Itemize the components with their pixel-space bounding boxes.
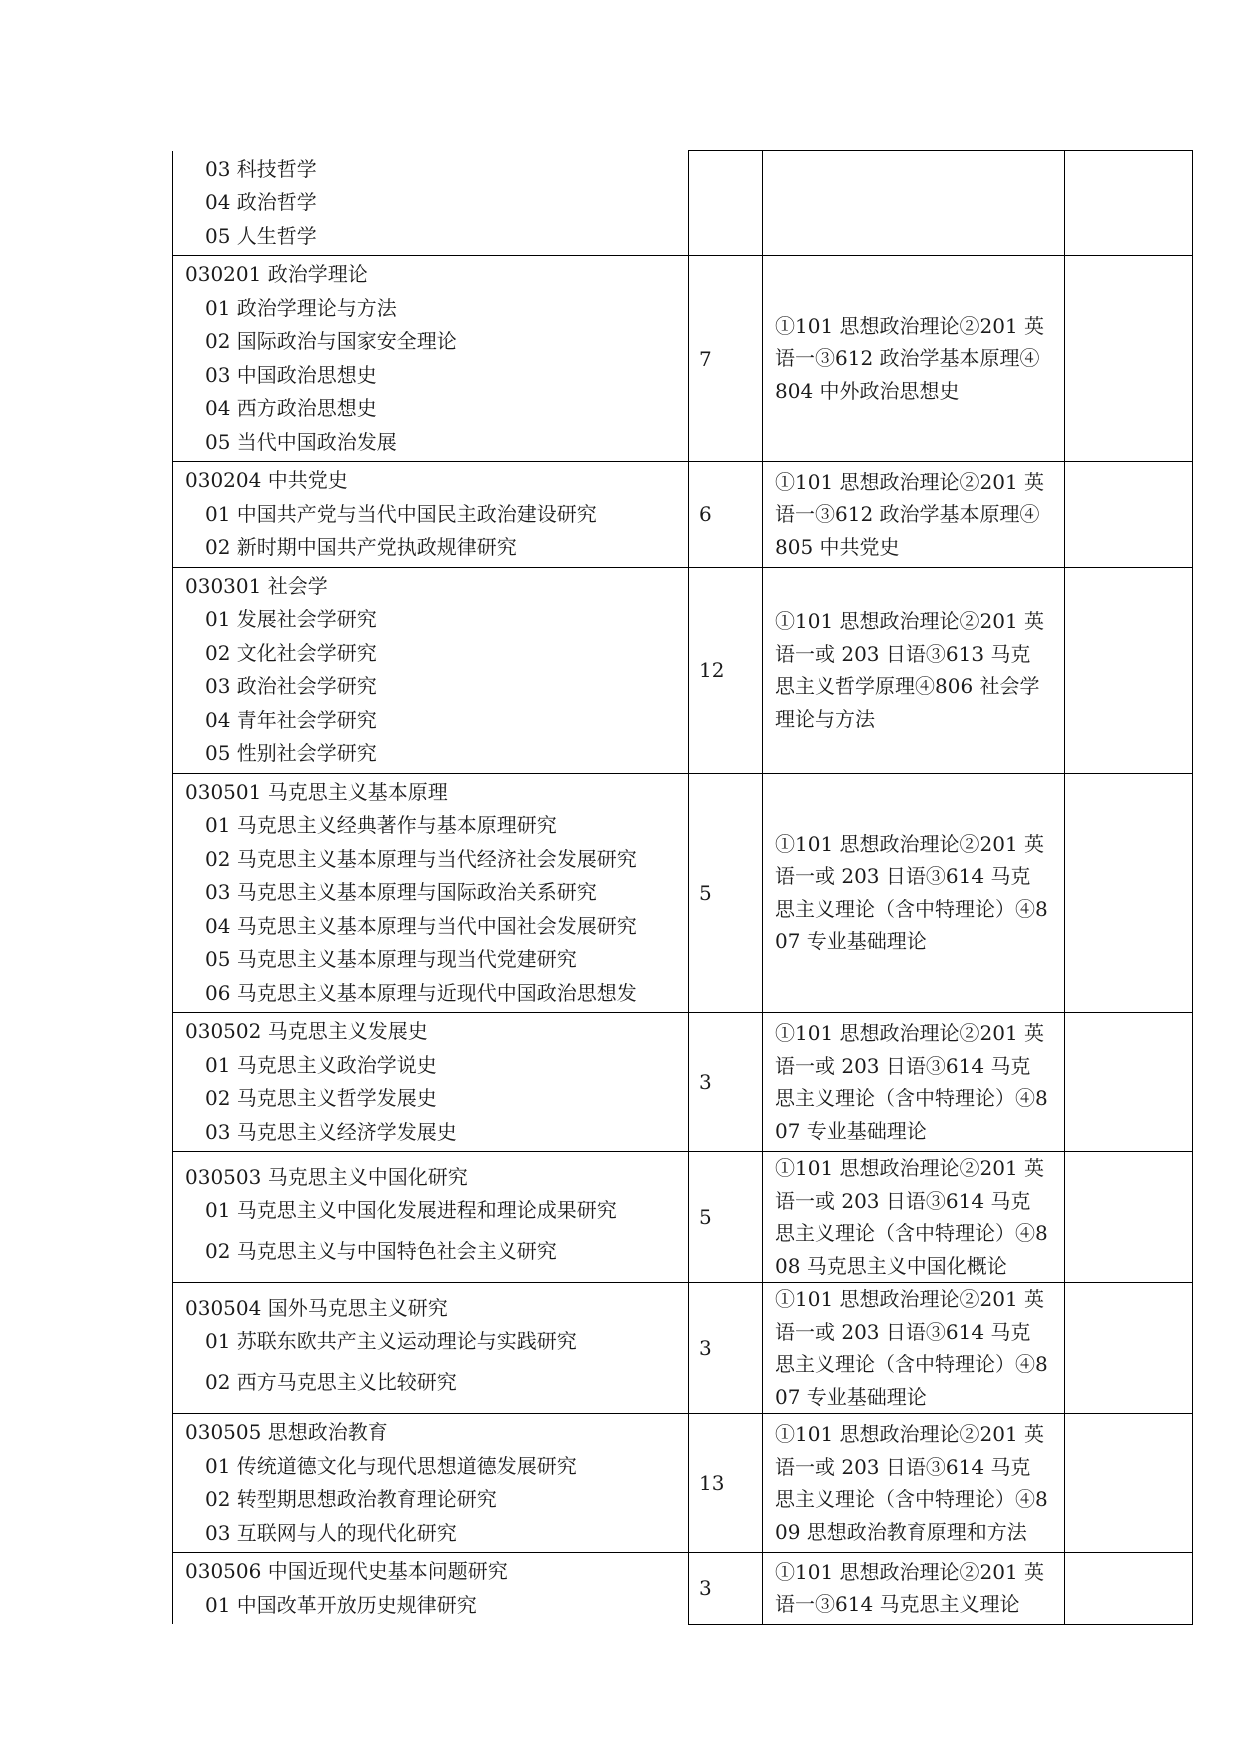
quota-cell: 3 <box>689 1013 763 1152</box>
major-cell <box>173 1283 689 1414</box>
major-title: 030506 中国近现代史基本问题研究 <box>185 1559 508 1583</box>
research-direction: 02 马克思主义哲学发展史 <box>205 1086 437 1110</box>
exam-subjects-text: ①101 思想政治理论②201 英语一或 203 日语③613 马克思主义哲学原理④806 社会学理论与方法 <box>775 609 1045 731</box>
remarks-cell <box>1065 1553 1193 1625</box>
research-direction: 01 马克思主义政治学说史 <box>205 1052 437 1077</box>
major-cell <box>173 1152 689 1283</box>
exam-subjects-cell <box>763 1152 1065 1283</box>
table-row <box>173 151 1193 256</box>
exam-subjects-cell <box>763 1013 1065 1152</box>
research-direction: 03 科技哲学 <box>205 156 317 181</box>
major-cell <box>173 462 689 568</box>
quota-cell: 13 <box>689 1414 763 1553</box>
major-cell <box>173 151 689 256</box>
exam-subjects-text: ①101 思想政治理论②201 英语一或 203 日语③614 马克思主义理论（含中特理论）④809 思想政治教育原理和方法 <box>775 1422 1048 1544</box>
table-row <box>173 1414 1193 1553</box>
research-direction: 03 互联网与人的现代化研究 <box>205 1520 457 1545</box>
research-direction: 04 青年社会学研究 <box>205 707 377 732</box>
remarks-cell <box>1065 462 1193 568</box>
remarks-cell <box>1065 773 1193 1013</box>
research-direction: 05 性别社会学研究 <box>205 741 377 765</box>
major-cell <box>173 1414 689 1553</box>
quota-cell: 7 <box>689 256 763 462</box>
table-row <box>173 567 1193 773</box>
research-direction: 02 马克思主义与中国特色社会主义研究 <box>205 1238 557 1263</box>
exam-subjects-text: ①101 思想政治理论②201 英语一或 203 日语③614 马克思主义理论（含中特理论）④807 专业基础理论 <box>775 1021 1048 1143</box>
exam-subjects-cell <box>763 567 1065 773</box>
research-direction: 03 中国政治思想史 <box>205 362 377 387</box>
exam-subjects-text: ①101 思想政治理论②201 英语一或 203 日语③614 马克思主义理论（含中特理论）④807 专业基础理论 <box>775 1287 1048 1409</box>
table-row <box>173 462 1193 568</box>
quota-cell: 6 <box>689 462 763 568</box>
quota-cell: 3 <box>689 1553 763 1625</box>
exam-subjects-text: ①101 思想政治理论②201 英语一或 203 日语③614 马克思主义理论（含中特理论）④808 马克思主义中国化概论 <box>775 1156 1048 1278</box>
exam-subjects-cell <box>763 1283 1065 1414</box>
major-cell <box>173 1553 689 1625</box>
research-direction: 02 马克思主义基本原理与当代经济社会发展研究 <box>205 846 637 871</box>
research-direction: 02 文化社会学研究 <box>205 640 377 665</box>
research-direction: 01 苏联东欧共产主义运动理论与实践研究 <box>205 1329 577 1353</box>
exam-subjects-cell <box>763 462 1065 568</box>
research-direction: 03 马克思主义经济学发展史 <box>205 1119 457 1144</box>
table-row <box>173 256 1193 462</box>
remarks-cell <box>1065 1283 1193 1414</box>
remarks-cell <box>1065 1152 1193 1283</box>
quota-cell: 5 <box>689 773 763 1013</box>
research-direction: 01 中国共产党与当代中国民主政治建设研究 <box>205 501 597 526</box>
exam-subjects-cell <box>763 1553 1065 1625</box>
major-cell <box>173 1013 689 1152</box>
major-title: 030505 思想政治教育 <box>185 1420 388 1444</box>
exam-subjects-cell <box>763 256 1065 462</box>
major-cell <box>173 567 689 773</box>
table-row <box>173 773 1193 1013</box>
major-title: 030204 中共党史 <box>185 468 348 492</box>
table-body <box>173 151 1193 1625</box>
remarks-cell <box>1065 151 1193 256</box>
quota-cell: 5 <box>689 1152 763 1283</box>
research-direction: 04 西方政治思想史 <box>205 396 377 420</box>
remarks-cell <box>1065 256 1193 462</box>
quota-cell: 12 <box>689 567 763 773</box>
research-direction: 02 转型期思想政治教育理论研究 <box>205 1487 497 1511</box>
exam-subjects-cell <box>763 151 1065 256</box>
exam-subjects-cell <box>763 773 1065 1013</box>
research-direction: 02 西方马克思主义比较研究 <box>205 1369 457 1394</box>
research-direction: 01 政治学理论与方法 <box>205 295 397 320</box>
major-title: 030502 马克思主义发展史 <box>185 1019 428 1043</box>
research-direction: 05 马克思主义基本原理与现当代党建研究 <box>205 947 577 971</box>
table-row <box>173 1283 1193 1414</box>
table-row <box>173 1553 1193 1625</box>
major-title: 030503 马克思主义中国化研究 <box>185 1164 468 1189</box>
remarks-cell <box>1065 1013 1193 1152</box>
research-direction: 01 马克思主义经典著作与基本原理研究 <box>205 813 557 837</box>
research-direction: 03 政治社会学研究 <box>205 674 377 698</box>
remarks-cell <box>1065 1414 1193 1553</box>
research-direction: 06 马克思主义基本原理与近现代中国政治思想发 <box>205 980 637 1005</box>
research-direction: 04 政治哲学 <box>205 190 317 214</box>
table-row <box>173 1013 1193 1152</box>
major-cell <box>173 773 689 1013</box>
research-direction: 03 马克思主义基本原理与国际政治关系研究 <box>205 880 597 904</box>
research-direction: 02 新时期中国共产党执政规律研究 <box>205 535 517 559</box>
exam-subjects-text: ①101 思想政治理论②201 英语一③612 政治学基本原理④804 中外政治思想史 <box>775 313 1045 403</box>
research-direction: 01 中国改革开放历史规律研究 <box>205 1592 477 1617</box>
research-direction: 01 发展社会学研究 <box>205 607 377 631</box>
exam-subjects-text: ①101 思想政治理论②201 英语一或 203 日语③614 马克思主义理论（含中特理论）④807 专业基础理论 <box>775 831 1048 954</box>
research-direction: 01 马克思主义中国化发展进程和理论成果研究 <box>205 1198 617 1222</box>
exam-subjects-cell <box>763 1414 1065 1553</box>
quota-cell: 3 <box>689 1283 763 1414</box>
major-title: 030501 马克思主义基本原理 <box>185 779 448 804</box>
major-title: 030504 国外马克思主义研究 <box>185 1295 448 1320</box>
research-direction: 05 人生哲学 <box>205 223 317 248</box>
major-title: 030301 社会学 <box>185 573 328 598</box>
major-cell <box>173 256 689 462</box>
major-title: 030201 政治学理论 <box>185 262 368 286</box>
research-direction: 02 国际政治与国家安全理论 <box>205 329 457 353</box>
table-row <box>173 1152 1193 1283</box>
research-direction: 04 马克思主义基本原理与当代中国社会发展研究 <box>205 913 637 938</box>
research-direction: 01 传统道德文化与现代思想道德发展研究 <box>205 1453 577 1478</box>
quota-cell <box>689 151 763 256</box>
exam-subjects-text: ①101 思想政治理论②201 英语一③612 政治学基本原理④805 中共党史 <box>775 469 1045 559</box>
research-direction: 05 当代中国政治发展 <box>205 429 397 454</box>
admission-table <box>172 150 1193 1625</box>
exam-subjects-text: ①101 思想政治理论②201 英语一③614 马克思主义理论 <box>775 1559 1045 1617</box>
remarks-cell <box>1065 567 1193 773</box>
